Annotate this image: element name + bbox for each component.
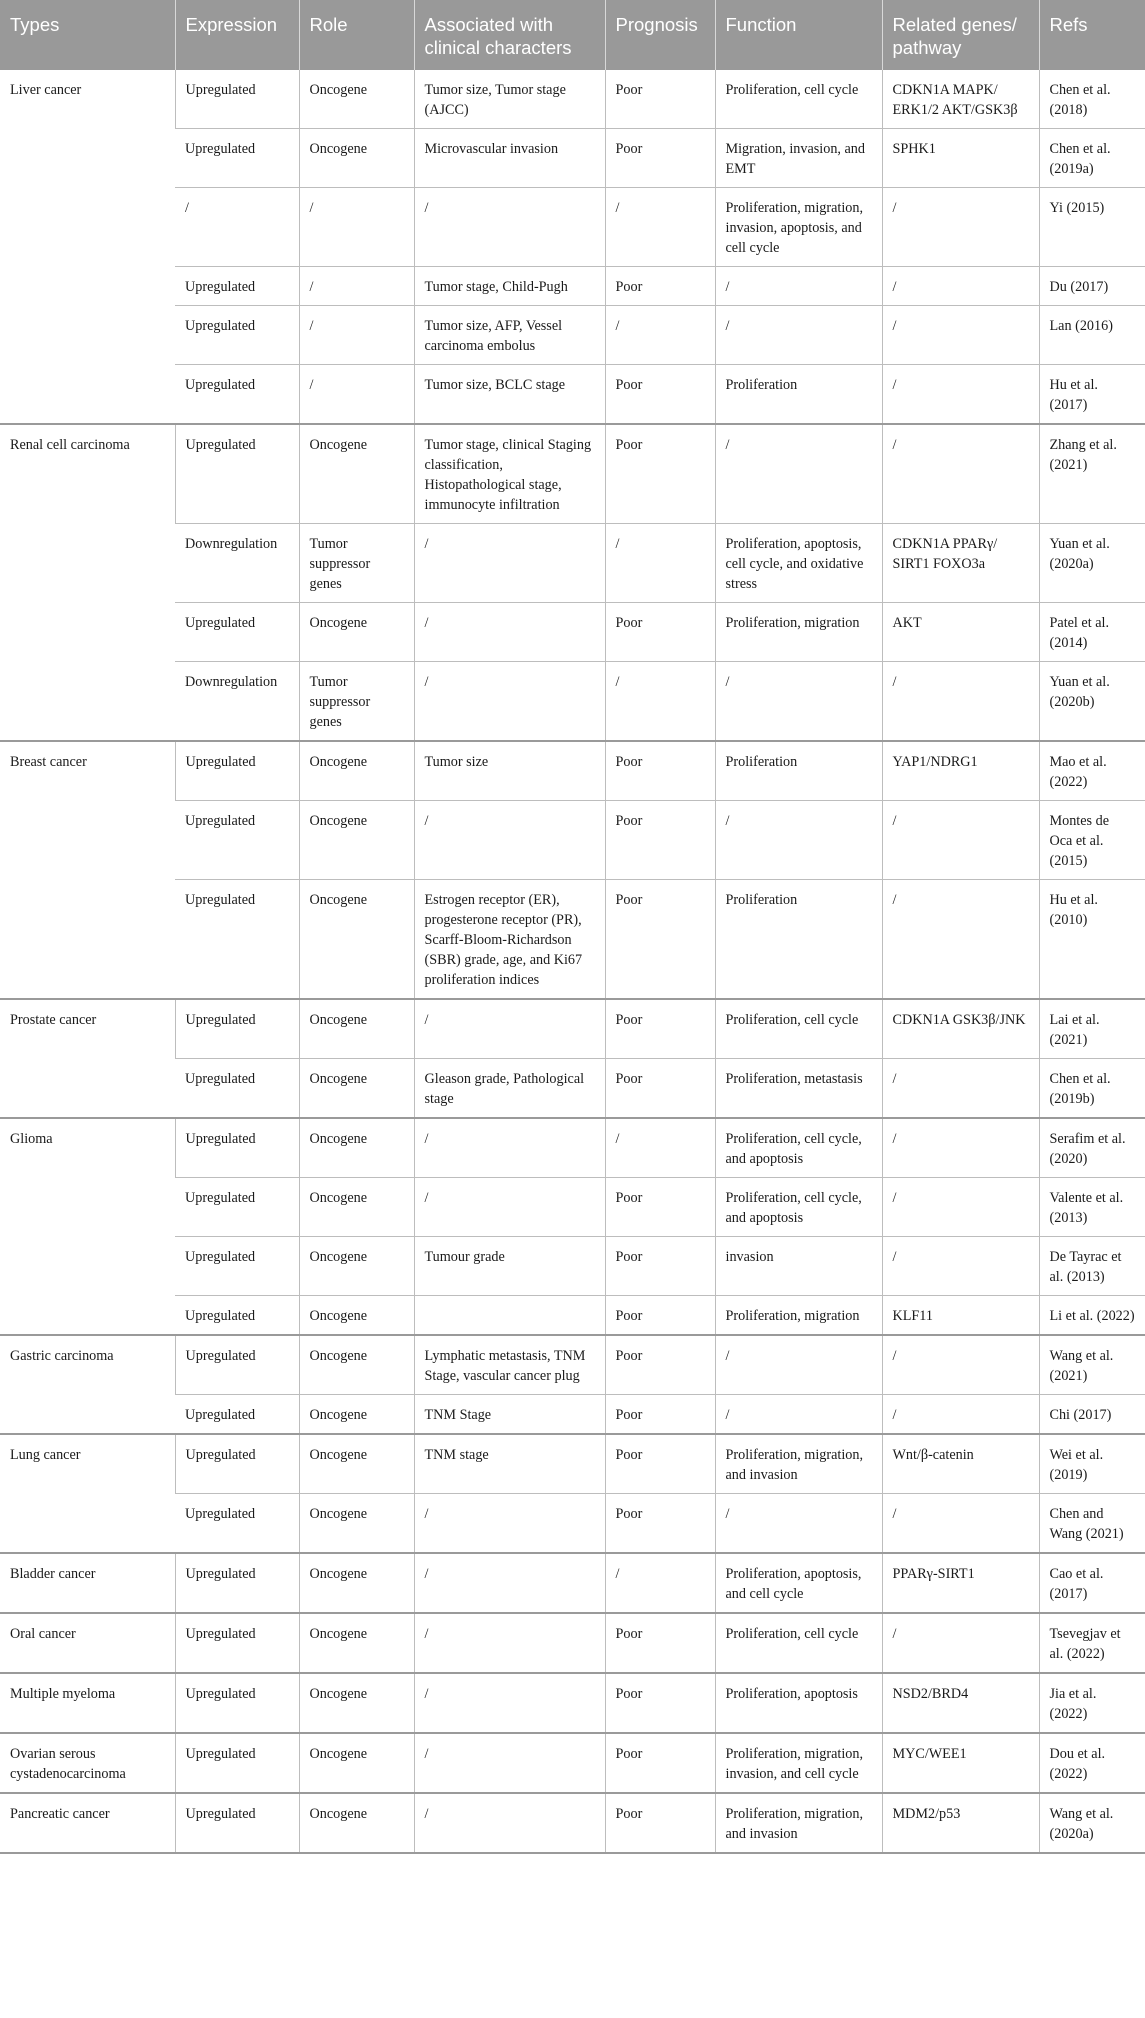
function-cell: / — [715, 801, 882, 880]
table-body — [0, 70, 1145, 1853]
genes-cell: / — [882, 1395, 1039, 1435]
prognosis-cell: Poor — [605, 1335, 715, 1395]
cancer-type-cell: Liver cancer — [0, 70, 175, 424]
prognosis-cell: / — [605, 1553, 715, 1613]
clinical-cell: Microvascular invasion — [414, 129, 605, 188]
function-cell: Proliferation — [715, 365, 882, 425]
table-row — [0, 70, 1145, 129]
role-cell: Oncogene — [299, 603, 414, 662]
expression-cell: Upregulated — [175, 70, 299, 129]
function-cell: / — [715, 424, 882, 524]
prognosis-cell: Poor — [605, 999, 715, 1059]
clinical-cell: / — [414, 1673, 605, 1733]
clinical-cell: / — [414, 1118, 605, 1178]
genes-cell: / — [882, 1178, 1039, 1237]
ref-cell: Yuan et al. (2020a) — [1039, 524, 1145, 603]
role-cell: Oncogene — [299, 1673, 414, 1733]
genes-cell: / — [882, 306, 1039, 365]
expression-cell: Upregulated — [175, 365, 299, 425]
ref-cell: Wang et al. (2020a) — [1039, 1793, 1145, 1853]
function-cell: / — [715, 306, 882, 365]
function-cell: / — [715, 1395, 882, 1435]
genes-cell: AKT — [882, 603, 1039, 662]
column-header-refs: Refs — [1039, 0, 1145, 70]
ref-cell: Yuan et al. (2020b) — [1039, 662, 1145, 742]
ref-cell: Hu et al. (2017) — [1039, 365, 1145, 425]
role-cell: Oncogene — [299, 1296, 414, 1336]
expression-cell: Upregulated — [175, 1434, 299, 1494]
role-cell: Tumor suppressor genes — [299, 524, 414, 603]
expression-cell: Downregulation — [175, 524, 299, 603]
clinical-cell: Gleason grade, Pathological stage — [414, 1059, 605, 1119]
genes-cell: / — [882, 662, 1039, 742]
role-cell: Oncogene — [299, 1118, 414, 1178]
ref-cell: Lai et al. (2021) — [1039, 999, 1145, 1059]
expression-cell: Upregulated — [175, 1553, 299, 1613]
ref-cell: Mao et al. (2022) — [1039, 741, 1145, 801]
prognosis-cell: Poor — [605, 1793, 715, 1853]
column-header-clinical-characters: Associated with clinical characters — [414, 0, 605, 70]
clinical-cell: Lymphatic metastasis, TNM Stage, vascular cancer plug — [414, 1335, 605, 1395]
expression-cell: Upregulated — [175, 1494, 299, 1554]
function-cell: / — [715, 1335, 882, 1395]
genes-cell: CDKN1A GSK3β/JNK — [882, 999, 1039, 1059]
cancer-type-cell: Oral cancer — [0, 1613, 175, 1673]
prognosis-cell: Poor — [605, 1673, 715, 1733]
role-cell: / — [299, 306, 414, 365]
role-cell: / — [299, 267, 414, 306]
expression-cell: Upregulated — [175, 129, 299, 188]
function-cell: / — [715, 267, 882, 306]
role-cell: / — [299, 365, 414, 425]
prognosis-cell: / — [605, 306, 715, 365]
prognosis-cell: Poor — [605, 741, 715, 801]
cancer-type-cell: Ovarian serous cystadenocarcinoma — [0, 1733, 175, 1793]
clinical-cell: / — [414, 524, 605, 603]
expression-cell: Upregulated — [175, 1118, 299, 1178]
genes-cell: / — [882, 365, 1039, 425]
prognosis-cell: Poor — [605, 424, 715, 524]
role-cell: Oncogene — [299, 1237, 414, 1296]
prognosis-cell: Poor — [605, 880, 715, 1000]
role-cell: Oncogene — [299, 70, 414, 129]
function-cell: Proliferation, migration, invasion, apoptosis, and cell cycle — [715, 188, 882, 267]
clinical-cell: / — [414, 603, 605, 662]
ref-cell: Patel et al. (2014) — [1039, 603, 1145, 662]
role-cell: Oncogene — [299, 1434, 414, 1494]
cancer-type-cell: Multiple myeloma — [0, 1673, 175, 1733]
genes-cell: MYC/WEE1 — [882, 1733, 1039, 1793]
ref-cell: Tsevegjav et al. (2022) — [1039, 1613, 1145, 1673]
role-cell: Oncogene — [299, 1793, 414, 1853]
role-cell: Oncogene — [299, 999, 414, 1059]
clinical-cell: / — [414, 662, 605, 742]
role-cell: Oncogene — [299, 1335, 414, 1395]
genes-cell: SPHK1 — [882, 129, 1039, 188]
table-row — [0, 424, 1145, 524]
expression-cell: Upregulated — [175, 1673, 299, 1733]
expression-cell: Upregulated — [175, 880, 299, 1000]
cancer-type-cell: Gastric carcinoma — [0, 1335, 175, 1434]
ref-cell: Dou et al. (2022) — [1039, 1733, 1145, 1793]
prognosis-cell: Poor — [605, 70, 715, 129]
role-cell: Oncogene — [299, 741, 414, 801]
genes-cell: / — [882, 188, 1039, 267]
role-cell: Tumor suppressor genes — [299, 662, 414, 742]
expression-cell: Upregulated — [175, 306, 299, 365]
expression-cell: Upregulated — [175, 741, 299, 801]
role-cell: Oncogene — [299, 1059, 414, 1119]
function-cell: Proliferation, migration, invasion, and cell cycle — [715, 1733, 882, 1793]
clinical-cell: Tumor size, BCLC stage — [414, 365, 605, 425]
cancer-type-cell: Lung cancer — [0, 1434, 175, 1553]
cancer-type-cell: Prostate cancer — [0, 999, 175, 1118]
clinical-cell: Tumor size, Tumor stage (AJCC) — [414, 70, 605, 129]
function-cell: Migration, invasion, and EMT — [715, 129, 882, 188]
expression-cell: Upregulated — [175, 603, 299, 662]
expression-cell: Upregulated — [175, 1178, 299, 1237]
prognosis-cell: Poor — [605, 1434, 715, 1494]
ref-cell: Wang et al. (2021) — [1039, 1335, 1145, 1395]
function-cell: Proliferation, cell cycle — [715, 999, 882, 1059]
table-row — [0, 1335, 1145, 1395]
function-cell: Proliferation, cell cycle — [715, 70, 882, 129]
expression-cell: Upregulated — [175, 801, 299, 880]
role-cell: Oncogene — [299, 129, 414, 188]
role-cell: Oncogene — [299, 1395, 414, 1435]
genes-cell: Wnt/β-catenin — [882, 1434, 1039, 1494]
table-row — [0, 999, 1145, 1059]
role-cell: Oncogene — [299, 880, 414, 1000]
function-cell: Proliferation, migration — [715, 603, 882, 662]
function-cell: invasion — [715, 1237, 882, 1296]
clinical-cell: TNM stage — [414, 1434, 605, 1494]
cancer-type-cell: Glioma — [0, 1118, 175, 1335]
column-header-related-genes: Related genes/ pathway — [882, 0, 1039, 70]
prognosis-cell: Poor — [605, 1395, 715, 1435]
genes-cell: / — [882, 1613, 1039, 1673]
ref-cell: Lan (2016) — [1039, 306, 1145, 365]
clinical-cell: / — [414, 801, 605, 880]
clinical-cell: Estrogen receptor (ER), progesterone receptor (PR), Scarff-Bloom-Richardson (SBR) grade, age, and Ki67 proliferation indices — [414, 880, 605, 1000]
function-cell: Proliferation — [715, 880, 882, 1000]
genes-cell: / — [882, 1059, 1039, 1119]
expression-cell: Upregulated — [175, 1395, 299, 1435]
expression-cell: Upregulated — [175, 1296, 299, 1336]
clinical-cell: / — [414, 1494, 605, 1554]
clinical-cell: Tumor stage, Child-Pugh — [414, 267, 605, 306]
clinical-cell: / — [414, 1733, 605, 1793]
column-header-prognosis: Prognosis — [605, 0, 715, 70]
function-cell: / — [715, 662, 882, 742]
ref-cell: Montes de Oca et al. (2015) — [1039, 801, 1145, 880]
ref-cell: De Tayrac et al. (2013) — [1039, 1237, 1145, 1296]
clinical-cell: / — [414, 1793, 605, 1853]
clinical-cell: TNM Stage — [414, 1395, 605, 1435]
ref-cell: Serafim et al. (2020) — [1039, 1118, 1145, 1178]
column-header-function: Function — [715, 0, 882, 70]
cancer-type-cell: Breast cancer — [0, 741, 175, 999]
clinical-cell: Tumor size — [414, 741, 605, 801]
table-row — [0, 1118, 1145, 1178]
expression-cell: Upregulated — [175, 999, 299, 1059]
genes-cell: / — [882, 1118, 1039, 1178]
function-cell: Proliferation, cell cycle — [715, 1613, 882, 1673]
role-cell: Oncogene — [299, 801, 414, 880]
cancer-type-cell: Pancreatic cancer — [0, 1793, 175, 1853]
role-cell: Oncogene — [299, 1613, 414, 1673]
prognosis-cell: Poor — [605, 267, 715, 306]
ref-cell: Jia et al. (2022) — [1039, 1673, 1145, 1733]
genes-cell: / — [882, 801, 1039, 880]
clinical-cell: / — [414, 999, 605, 1059]
role-cell: Oncogene — [299, 1553, 414, 1613]
table-row — [0, 1673, 1145, 1733]
function-cell: Proliferation, apoptosis — [715, 1673, 882, 1733]
clinical-cell: Tumor size, AFP, Vessel carcinoma embolus — [414, 306, 605, 365]
expression-cell: / — [175, 188, 299, 267]
function-cell: Proliferation, migration, and invasion — [715, 1793, 882, 1853]
expression-cell: Upregulated — [175, 1613, 299, 1673]
prognosis-cell: Poor — [605, 365, 715, 425]
cancer-type-cell: Bladder cancer — [0, 1553, 175, 1613]
ref-cell: Hu et al. (2010) — [1039, 880, 1145, 1000]
genes-cell: / — [882, 1237, 1039, 1296]
table-row — [0, 1434, 1145, 1494]
ref-cell: Chi (2017) — [1039, 1395, 1145, 1435]
expression-cell: Upregulated — [175, 1059, 299, 1119]
prognosis-cell: Poor — [605, 1733, 715, 1793]
ref-cell: Wei et al. (2019) — [1039, 1434, 1145, 1494]
prognosis-cell: / — [605, 188, 715, 267]
role-cell: Oncogene — [299, 1178, 414, 1237]
prognosis-cell: Poor — [605, 603, 715, 662]
clinical-cell — [414, 1296, 605, 1336]
genes-cell: / — [882, 424, 1039, 524]
genes-cell: KLF11 — [882, 1296, 1039, 1336]
genes-cell: YAP1/NDRG1 — [882, 741, 1039, 801]
function-cell: Proliferation, cell cycle, and apoptosis — [715, 1178, 882, 1237]
clinical-cell: / — [414, 1178, 605, 1237]
table-row — [0, 741, 1145, 801]
table-row — [0, 1613, 1145, 1673]
prognosis-cell: Poor — [605, 1059, 715, 1119]
table-row — [0, 1793, 1145, 1853]
expression-cell: Upregulated — [175, 1793, 299, 1853]
role-cell: Oncogene — [299, 1494, 414, 1554]
role-cell: Oncogene — [299, 1733, 414, 1793]
clinical-cell: / — [414, 1553, 605, 1613]
ref-cell: Chen et al. (2018) — [1039, 70, 1145, 129]
role-cell: / — [299, 188, 414, 267]
prognosis-cell: Poor — [605, 801, 715, 880]
genes-cell: / — [882, 1494, 1039, 1554]
ref-cell: Yi (2015) — [1039, 188, 1145, 267]
ref-cell: Cao et al. (2017) — [1039, 1553, 1145, 1613]
function-cell: Proliferation, metastasis — [715, 1059, 882, 1119]
expression-cell: Upregulated — [175, 1335, 299, 1395]
clinical-cell: Tumour grade — [414, 1237, 605, 1296]
function-cell: / — [715, 1494, 882, 1554]
genes-cell: PPARγ-SIRT1 — [882, 1553, 1039, 1613]
table-row — [0, 1553, 1145, 1613]
genes-cell: / — [882, 1335, 1039, 1395]
column-header-expression: Expression — [175, 0, 299, 70]
function-cell: Proliferation, apoptosis, cell cycle, and oxidative stress — [715, 524, 882, 603]
ref-cell: Zhang et al. (2021) — [1039, 424, 1145, 524]
ref-cell: Li et al. (2022) — [1039, 1296, 1145, 1336]
genes-cell: NSD2/BRD4 — [882, 1673, 1039, 1733]
genes-cell: / — [882, 267, 1039, 306]
prognosis-cell: Poor — [605, 1613, 715, 1673]
prognosis-cell: Poor — [605, 1296, 715, 1336]
genes-cell: / — [882, 880, 1039, 1000]
ref-cell: Chen et al. (2019a) — [1039, 129, 1145, 188]
genes-cell: CDKN1A MAPK/ ERK1/2 AKT/GSK3β — [882, 70, 1039, 129]
function-cell: Proliferation, migration, and invasion — [715, 1434, 882, 1494]
function-cell: Proliferation, migration — [715, 1296, 882, 1336]
clinical-cell: / — [414, 188, 605, 267]
prognosis-cell: Poor — [605, 1237, 715, 1296]
prognosis-cell: Poor — [605, 1494, 715, 1554]
function-cell: Proliferation, apoptosis, and cell cycle — [715, 1553, 882, 1613]
prognosis-cell: Poor — [605, 1178, 715, 1237]
cancer-type-cell: Renal cell carcinoma — [0, 424, 175, 741]
prognosis-cell: / — [605, 524, 715, 603]
expression-cell: Upregulated — [175, 267, 299, 306]
genes-cell: CDKN1A PPARγ/ SIRT1 FOXO3a — [882, 524, 1039, 603]
ref-cell: Chen et al. (2019b) — [1039, 1059, 1145, 1119]
expression-cell: Upregulated — [175, 424, 299, 524]
column-header-role: Role — [299, 0, 414, 70]
ref-cell: Chen and Wang (2021) — [1039, 1494, 1145, 1554]
role-cell: Oncogene — [299, 424, 414, 524]
column-header-types: Types — [0, 0, 175, 70]
expression-cell: Upregulated — [175, 1733, 299, 1793]
ref-cell: Du (2017) — [1039, 267, 1145, 306]
function-cell: Proliferation — [715, 741, 882, 801]
genes-cell: MDM2/p53 — [882, 1793, 1039, 1853]
clinical-cell: / — [414, 1613, 605, 1673]
clinical-cell: Tumor stage, clinical Staging classification, Histopathological stage, immunocyte infiltration — [414, 424, 605, 524]
ref-cell: Valente et al. (2013) — [1039, 1178, 1145, 1237]
prognosis-cell: / — [605, 1118, 715, 1178]
header-row — [0, 0, 1145, 70]
expression-cell: Downregulation — [175, 662, 299, 742]
prognosis-cell: / — [605, 662, 715, 742]
prognosis-cell: Poor — [605, 129, 715, 188]
table-row — [0, 1733, 1145, 1793]
expression-cell: Upregulated — [175, 1237, 299, 1296]
function-cell: Proliferation, cell cycle, and apoptosis — [715, 1118, 882, 1178]
